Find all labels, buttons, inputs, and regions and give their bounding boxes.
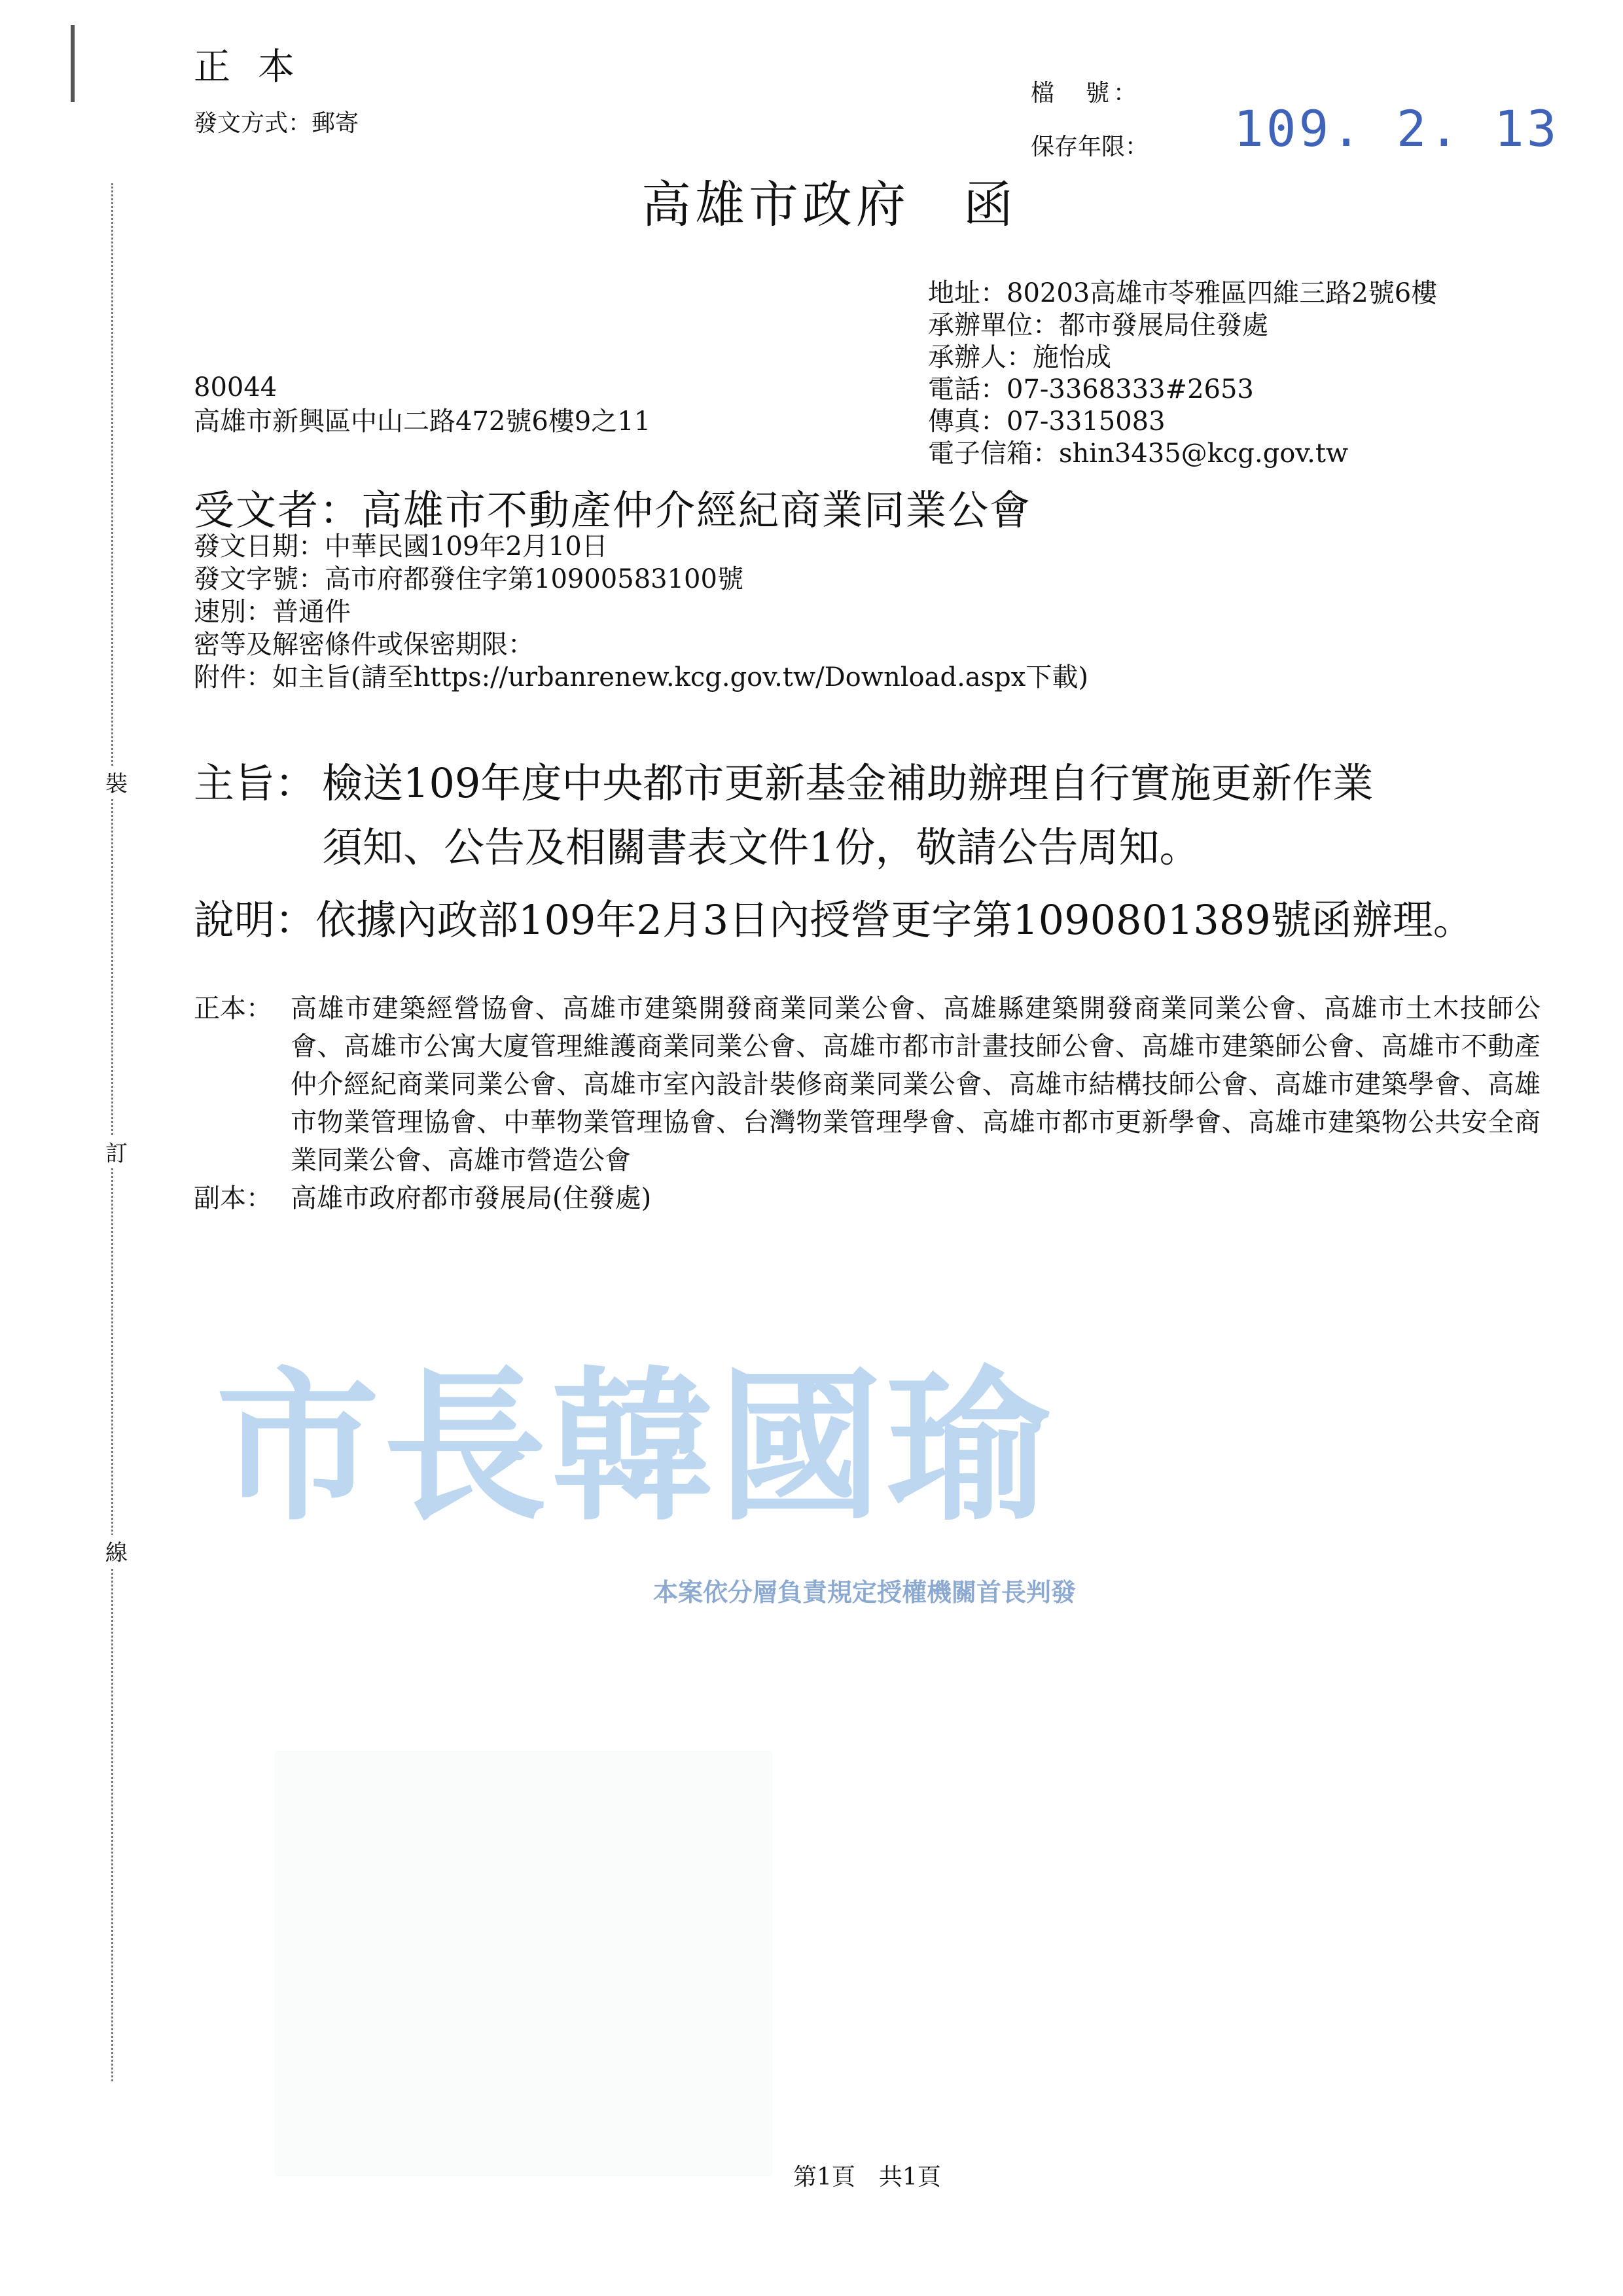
- mayor-seal-stamp: 市長韓國瑜: [216, 1350, 1054, 1543]
- issuing-agency-info: [928, 278, 1437, 470]
- recipient-address-block: [194, 370, 651, 439]
- agency-handler: 承辦人：施怡成: [928, 342, 1111, 372]
- copy-recipients-label: 副本：: [194, 1183, 272, 1213]
- speed-class: 速別：普通件: [194, 597, 351, 627]
- binding-mark-zhuang: 裝: [103, 766, 130, 798]
- main-recipients: 高雄市建築經營協會、高雄市建築開發商業同業公會、高雄縣建築開發商業同業公會、高雄市土木技師公會、高雄市公寓大廈管理維護商業同業公會、高雄市都市計畫技師公會、高雄市建築師公會、高雄市不動產仲介經紀商業同業公會、高雄市室內設計裝修商業同業公會、高雄市結構技師公會、高雄市建築學會、高雄市物業管理協會、中華物業管理協會、台灣物業管理學會、高雄市都市更新學會、高雄市建築物公共安全商業同業公會、高雄市營造公會: [291, 994, 1541, 1175]
- subject-label: 主旨：: [194, 759, 316, 807]
- agency-unit: 承辦單位：都市發展局住發處: [928, 310, 1268, 340]
- agency-email: 電子信箱：shin3435@kcg.gov.tw: [928, 439, 1349, 469]
- page-number: 第1頁 共1頁: [793, 2164, 941, 2191]
- distribution-block: [194, 990, 1541, 1217]
- subject-line-1: 檢送109年度中央都市更新基金補助辦理自行實施更新作業: [322, 759, 1374, 807]
- retention-period-label: 保存年限：: [1031, 134, 1149, 160]
- agency-address: 地址：80203高雄市苓雅區四維三路2號6樓: [928, 278, 1438, 308]
- recipient: 受文者：高雄市不動產仲介經紀商業同業公會: [194, 486, 1032, 534]
- file-number-label: 檔 號：: [1031, 80, 1141, 107]
- agency-phone: 電話：07-3368333#2653: [928, 374, 1254, 404]
- binding-mark-ding: 訂: [103, 1136, 130, 1168]
- issue-date: 發文日期：中華民國109年2月10日: [194, 531, 608, 562]
- document-number: 發文字號：高市府都發住字第10900583100號: [194, 564, 743, 594]
- received-date-stamp: 109. 2. 13: [1234, 99, 1560, 158]
- binding-mark-xian: 線: [103, 1535, 130, 1567]
- subject-section: [194, 751, 1373, 880]
- document-title: 高雄市政府 函: [641, 175, 1017, 234]
- delegation-note-stamp: 本案依分層負責規定授權機關首長判發: [653, 1578, 1077, 1607]
- document-meta: [194, 530, 1088, 694]
- copy-type: 正本: [194, 46, 322, 88]
- scan-edge-artifact: [71, 25, 75, 102]
- binding-dotted-line: [111, 183, 113, 2081]
- attachment: 附件：如主旨(請至https://urbanrenew.kcg.gov.tw/Download.aspx下載): [194, 662, 1088, 692]
- blank-area: [275, 1751, 772, 2176]
- recipient-postcode: 80044: [194, 372, 277, 403]
- agency-fax: 傳真：07-3315083: [928, 406, 1166, 437]
- explanation: 說明：依據內政部109年2月3日內授營更字第1090801389號函辦理。: [194, 896, 1474, 944]
- recipient-address: 高雄市新興區中山二路472號6樓9之11: [194, 406, 651, 437]
- copy-recipients: 高雄市政府都市發展局(住發處): [291, 1183, 652, 1213]
- main-recipients-label: 正本：: [194, 994, 272, 1024]
- send-method: 發文方式：郵寄: [194, 110, 359, 137]
- secrecy-level: 密等及解密條件或保密期限：: [194, 630, 534, 660]
- subject-line-2: 須知、公告及相關書表文件1份，敬請公告周知。: [322, 823, 1200, 871]
